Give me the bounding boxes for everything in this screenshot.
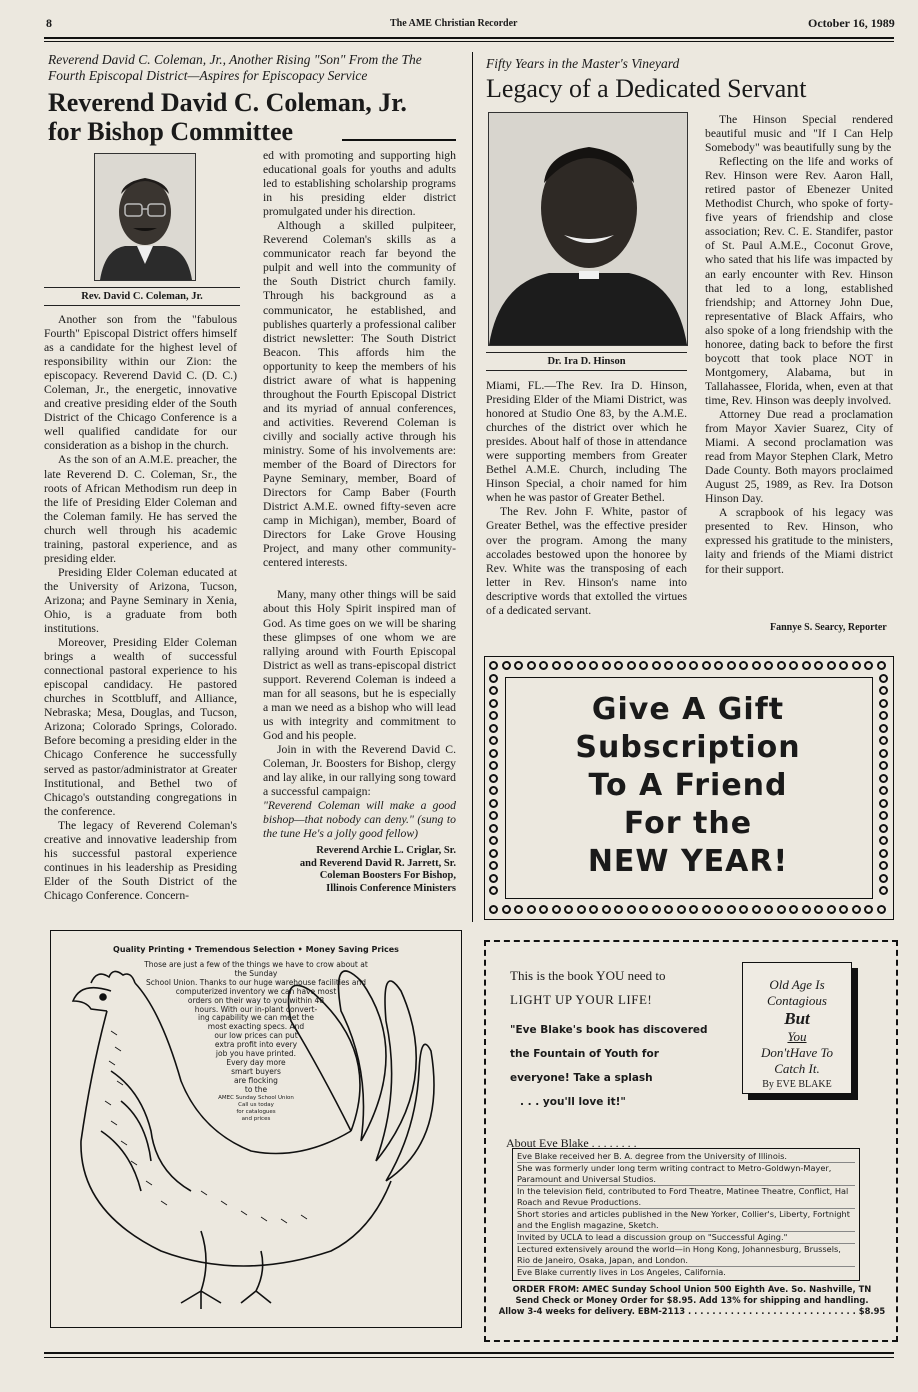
header-rule-thin [44, 41, 894, 42]
headline-line-2: for Bishop Committee [48, 117, 294, 146]
border-dot [777, 905, 786, 914]
rooster-printing-ad[interactable] [50, 930, 462, 1328]
headline-line-1: Reverend David C. Coleman, Jr. [48, 88, 407, 117]
border-dot [502, 661, 511, 670]
copy-line: for catalogues [236, 1108, 276, 1115]
copy-line: AMEC Sunday School Union [218, 1094, 294, 1101]
hinson-photo [488, 112, 688, 346]
border-dot [489, 749, 498, 758]
paragraph: Presiding Elder Coleman educated at the University of Arizona, Tucson, Arizona; and Payne Seminary in Xenia, Ohio, is a graduate from both institutions. [44, 565, 237, 636]
border-dot [489, 711, 498, 720]
border-dot [714, 661, 723, 670]
border-dot [589, 661, 598, 670]
border-dot [789, 661, 798, 670]
order-line: Allow 3-4 weeks for delivery. EBM-2113 . . . . . . . . . . . . . . . . . . . . . . . . . . . . $8.95 [498, 1306, 886, 1316]
border-dot [879, 699, 888, 708]
border-dot [489, 811, 498, 820]
border-dot [879, 774, 888, 783]
border-dot [879, 711, 888, 720]
footer-rule-thin [44, 1357, 894, 1358]
copy-line: Those are just a few of the things we have to crow about at the Sunday [144, 960, 368, 978]
border-dot [727, 905, 736, 914]
paragraph: The Hinson Special rendered beautiful music and "If I Can Help Somebody" was beautifully sung by the [705, 113, 893, 155]
border-dot [689, 905, 698, 914]
copy-line: to the [244, 1084, 268, 1094]
copy-line: job you have printed. [215, 1049, 297, 1059]
reporter-credit: Fannye S. Searcy, Reporter [770, 622, 887, 633]
paragraph: The legacy of Reverend Coleman's creative and innovative leadership from his successful pastoral experience continues in his leadership as Presiding Elder of the South District of the Chicago Conference. Concern- [44, 818, 237, 902]
border-dot [879, 799, 888, 808]
order-line: ORDER FROM: AMEC Sunday School Union 500 Eighth Ave. So. Nashville, TN [512, 1284, 872, 1294]
column-rule [472, 52, 473, 922]
border-dot [639, 905, 648, 914]
publication-name: The AME Christian Recorder [390, 18, 518, 29]
paragraph: Join in with the Reverend David C. Coleman, Jr. Boosters for Bishop, clergy and lay alike, in our rallying song toward a successful campaign: [263, 742, 456, 799]
signoff-line: Reverend Archie L. Criglar, Sr. [316, 845, 456, 857]
headline-underline [342, 139, 456, 141]
book-title-line: You [787, 1029, 807, 1044]
book-title-line: Catch It. [774, 1061, 820, 1076]
border-dot [752, 905, 761, 914]
copy-line: most exacting specs. And [207, 1022, 305, 1032]
border-dot [879, 836, 888, 845]
border-dot [839, 661, 848, 670]
copy-line: are flocking [234, 1075, 278, 1085]
intro-line: This is the book YOU need to [510, 968, 666, 983]
gift-line: To A Friend [588, 768, 788, 803]
book-title-line: But [784, 1009, 810, 1028]
left-article-headline [48, 88, 468, 146]
right-article-headline: Legacy of a Dedicated Servant [486, 74, 807, 103]
border-dot [879, 874, 888, 883]
border-dot [727, 661, 736, 670]
border-dot [552, 661, 561, 670]
copy-line: computerized inventory we can have most [175, 986, 337, 996]
border-dot [527, 661, 536, 670]
hinson-photo-caption: Dr. Ira D. Hinson [486, 352, 687, 371]
book-author: By EVE BLAKE [762, 1079, 832, 1090]
border-dot [879, 761, 888, 770]
footer-rule [44, 1352, 894, 1354]
border-dot [877, 661, 886, 670]
signoff-line: and Reverend David R. Jarrett, Sr. [299, 857, 456, 869]
border-dot [489, 861, 498, 870]
order-info [498, 1284, 886, 1317]
paragraph: The Rev. John F. White, pastor of Greater Bethel, was the effective presider over the program. Among the many accolades bestowed upon the honoree by Rev. White was the transposing of each letter in Rev. Hinson's name into descriptive words that extolled the virtues of a dedicated servant. [486, 505, 687, 617]
about-line: She was formerly under long term writing contract to Metro-Goldwyn-Mayer, Paramount and Universal Studios. [517, 1163, 855, 1186]
issue-date: October 16, 1989 [808, 16, 895, 30]
right-article-colB [705, 113, 893, 577]
border-dot [539, 905, 548, 914]
border-dot [879, 811, 888, 820]
copy-line: our low prices can put [214, 1031, 298, 1041]
border-dot [827, 661, 836, 670]
border-dot [852, 661, 861, 670]
border-dot [564, 905, 573, 914]
border-dot [802, 905, 811, 914]
border-dot [614, 905, 623, 914]
border-dot [777, 661, 786, 670]
border-dot [489, 699, 498, 708]
border-dot [489, 761, 498, 770]
border-dot [639, 661, 648, 670]
border-dot [652, 905, 661, 914]
book-title-line: Contagious [767, 993, 827, 1008]
quote-line: the Fountain of Youth for [510, 1048, 659, 1060]
about-line: Short stories and articles published in the New Yorker, Collier's, Liberty, Fortnight and the English magazine, Sketch. [517, 1209, 855, 1232]
border-dot [827, 905, 836, 914]
border-dot [527, 905, 536, 914]
coleman-photo-caption: Rev. David C. Coleman, Jr. [44, 287, 240, 306]
border-dot [514, 661, 523, 670]
border-dot [852, 905, 861, 914]
book-title-line: Old Age Is [769, 977, 825, 992]
right-article-colA [486, 379, 687, 618]
border-dot [814, 661, 823, 670]
border-dot [864, 661, 873, 670]
border-dot [879, 749, 888, 758]
border-dot [489, 824, 498, 833]
paragraph: Reflecting on the life and works of Rev. Hinson were Rev. Aaron Hall, retired pastor of Ebenezer United Methodist Church, who spoke of forty-five years of friendship and close association; Rev. C. E. Standifer, pastor of St. Paul A.M.E., Coconut Grove, who sated that his life was impacted by an early encounter with Rev. Hinson that led to a long, established friendship; and Attorney John Due, representative of Black Affairs, who also spoke of a long friendship with the honoree, dating back to before the first boycott that took place NOT in Montgomery, Alabama, but in Tallahassee, Florida, when, even at that time, Rev. Hinson was deeply involved. [705, 155, 893, 407]
border-dot [702, 661, 711, 670]
border-dot [652, 661, 661, 670]
border-dot [764, 661, 773, 670]
gift-line: For the [623, 806, 753, 841]
border-dot [539, 661, 548, 670]
border-dot [864, 905, 873, 914]
paragraph: A scrapbook of his legacy was presented to Rev. Hinson, who expressed his gratitude to the ministers, laity and friends of the Miami district for their support. [705, 506, 893, 576]
border-dot [489, 661, 498, 670]
rooster-illustration [51, 931, 461, 1327]
copy-line: orders on their way to you within 48 [187, 995, 325, 1005]
paragraph: Although a skilled pulpiteer, Reverend Coleman's skills as a communicator reach far beyond the pulpit and well into the community of the South District church family. Through his background as a communicator, he established, and publishes quarterly a professional caliber district newsletter: The South District Beacon. This affords him the opportunity to keep the members of his district aware of what is happening throughout the Fourth Episcopal District and its myriad of annual conferences, and activities. Reverend Coleman is civilly and socially active through his ministry. Some of his involvements are: member of the Board of Directors for Payne Seminary, member, Board of Directors for Camp Baber (Fourth District A.M.E. owned fifty-seven acre camp in Michigan), member, Board of Directors for Lake Grove Housing Project, and many other community-centered interests. [263, 219, 456, 570]
border-dot [577, 905, 586, 914]
border-dot [489, 849, 498, 858]
border-dot [879, 886, 888, 895]
gift-subscription-ad[interactable] [484, 656, 894, 920]
border-dot [502, 905, 511, 914]
page-number: 8 [46, 16, 52, 30]
paragraph: Miami, FL.—The Rev. Ira D. Hinson, Presiding Elder of the Miami District, was honored at Studio One 83, by the A.M.E. churches of the district over which he presides. About half of those in attendance were supporting members from Greater Bethel A.M.E. Church, including The Hinson Special, a choir named for him when he was pastor of Greater Bethel. [486, 379, 687, 505]
border-dot [814, 905, 823, 914]
copy-line: ing capability we can meet the [198, 1013, 314, 1023]
border-dot [877, 905, 886, 914]
border-dot [664, 905, 673, 914]
border-dot [489, 886, 498, 895]
border-dot [614, 661, 623, 670]
copy-line: and prices [241, 1115, 271, 1122]
border-dot [489, 724, 498, 733]
book-ad-quote [510, 1018, 750, 1114]
book-ad-intro [510, 964, 750, 1012]
gift-line: Subscription [575, 730, 801, 765]
border-dot [589, 905, 598, 914]
paragraph: Moreover, Presiding Elder Coleman brings a wealth of successful connectional pastoral experience to his episcopal candidacy. He pastored churches in Scottbluff, and Alliance, Nebraska; Mesa, Douglas, and Tucson, Arizona; Colorado Springs, Colorado. Before becoming a presiding elder in the Chicago Conference he successfully served as pastor/administrator at Greater Institutional, and Bethel two of Chicago's outstanding congregations in the conference. [44, 636, 237, 818]
border-dot [879, 736, 888, 745]
border-dot [489, 736, 498, 745]
border-dot [602, 905, 611, 914]
border-dot [489, 836, 498, 845]
left-article-col1 [44, 313, 237, 903]
quote-line: "Eve Blake's book has discovered [510, 1024, 708, 1036]
about-box [512, 1148, 860, 1281]
border-dot [602, 661, 611, 670]
signoff-line: Coleman Boosters For Bishop, [319, 870, 456, 882]
paragraph: ed with promoting and supporting high educational goals for youths and adults led to establishing scholarship programs in his presiding elder district promulgated under his direction. [263, 149, 456, 219]
signoff-line: Illinois Conference Ministers [326, 882, 456, 894]
border-dot [879, 861, 888, 870]
border-dot [677, 905, 686, 914]
gift-line: Give A Gift [591, 692, 785, 727]
coleman-photo [94, 153, 196, 281]
quote-line: . . . you'll love it!" [520, 1096, 626, 1108]
border-dot [879, 824, 888, 833]
header-rule [44, 37, 894, 39]
paragraph: Another son from the "fabulous Fourth" Episcopal District offers himself as a candidate for the highest level of responsibility within our Zion: the episcopacy. Reverend David C. (D. C.) Coleman, Jr., the energetic, innovative and creative presiding elder of the South District of the Chicago Conference is a well qualified candidate for our consideration as a bishop in the church. [44, 313, 237, 453]
border-dot [739, 661, 748, 670]
border-dot [489, 786, 498, 795]
border-dot [752, 661, 761, 670]
border-dot [664, 661, 673, 670]
quote-line: everyone! Take a splash [510, 1072, 653, 1084]
border-dot [489, 799, 498, 808]
intro-line: LIGHT UP YOUR LIFE! [510, 992, 653, 1007]
rooster-ad-heading: Quality Printing • Tremendous Selection • Money Saving Prices [113, 945, 399, 954]
about-line: In the television field, contributed to Ford Theatre, Matinee Theatre, Conflict, Hal Roach and Revue Productions. [517, 1186, 855, 1209]
border-dot [489, 905, 498, 914]
gift-line: NEW YEAR! [587, 844, 789, 879]
border-dot [677, 661, 686, 670]
copy-line: hours. With our in-plant convert- [194, 1004, 318, 1014]
border-dot [879, 724, 888, 733]
border-dot [789, 905, 798, 914]
border-dot [689, 661, 698, 670]
border-dot [489, 874, 498, 883]
left-article-col2 [263, 149, 456, 895]
paragraph: Attorney Due read a proclamation from Mayor Xavier Suarez, City of Miami. A second proclamation was read from Mayor Stephen Clark, Metro Dade County. Both mayors proclaimed August 25, 1989, as Rev. Ira Dotson Hinson Day. [705, 407, 893, 506]
border-dot [839, 905, 848, 914]
border-dot [879, 674, 888, 683]
paragraph: As the son of an A.M.E. preacher, the late Reverend D. C. Coleman, Sr., the roots of African Methodism run deep in the life of Presiding Elder Coleman and the Coleman family. He has served the church well through his academic training, pastoral experience, and as presiding elder. [44, 453, 237, 565]
border-dot [552, 905, 561, 914]
border-dot [702, 905, 711, 914]
border-dot [514, 905, 523, 914]
about-line: Lectured extensively around the world—in Hong Kong, Johannesburg, Brussels, Rio de Janeiro, Osaka, Japan, and London. [517, 1244, 855, 1267]
paragraph: Many, many other things will be said about this Holy Spirit inspired man of God. As time goes on we will be sharing these glimpses of one whom we are rallying around with Fourth Episcopal District as well as trans-episcopal district support. Reverend Coleman is indeed a man for all seasons, but he is especially a man we need as a bishop who will lead us with integrity and commitment to God and his people. [263, 588, 456, 742]
border-dot [879, 849, 888, 858]
border-dot [802, 661, 811, 670]
border-dot [489, 674, 498, 683]
copy-line: Call us today [238, 1101, 274, 1108]
book-ad[interactable] [484, 940, 898, 1342]
border-dot [577, 661, 586, 670]
copy-line: smart buyers [231, 1066, 281, 1076]
gift-text [505, 691, 871, 881]
border-dot [739, 905, 748, 914]
book-title-line: Don'tHave To [761, 1045, 833, 1060]
about-heading: About Eve Blake . . . . . . . . [506, 1136, 637, 1150]
border-dot [879, 686, 888, 695]
right-article-kicker: Fifty Years in the Master's Vineyard [486, 56, 680, 71]
copy-line: School Union. Thanks to our huge warehouse facilities and [146, 977, 366, 987]
border-dot [489, 774, 498, 783]
copy-line: extra profit into every [214, 1040, 298, 1050]
about-line: Eve Blake currently lives in Los Angeles, California. [517, 1267, 726, 1277]
signoff [263, 845, 456, 895]
book-cover [742, 962, 852, 1094]
copy-line: Every day more [226, 1057, 286, 1067]
border-dot [627, 905, 636, 914]
border-dot [627, 661, 636, 670]
border-dot [714, 905, 723, 914]
border-dot [879, 786, 888, 795]
about-line: Invited by UCLA to lead a discussion group on "Successful Aging." [517, 1232, 855, 1244]
border-dot [764, 905, 773, 914]
left-article-kicker: Reverend David C. Coleman, Jr., Another Rising "Son" From the The Fourth Episcopal District—Aspires for Episcopacy Service [48, 52, 422, 83]
order-line: Send Check or Money Order for $8.95. Add 13% for shipping and handling. [515, 1295, 869, 1305]
border-dot [564, 661, 573, 670]
rally-song: "Reverend Coleman will make a good bishop—that nobody can deny." (sung to the tune He's a jolly good fellow) [263, 799, 456, 841]
about-line: Eve Blake received her B. A. degree from the University of Illinois. [517, 1151, 855, 1163]
border-dot [489, 686, 498, 695]
